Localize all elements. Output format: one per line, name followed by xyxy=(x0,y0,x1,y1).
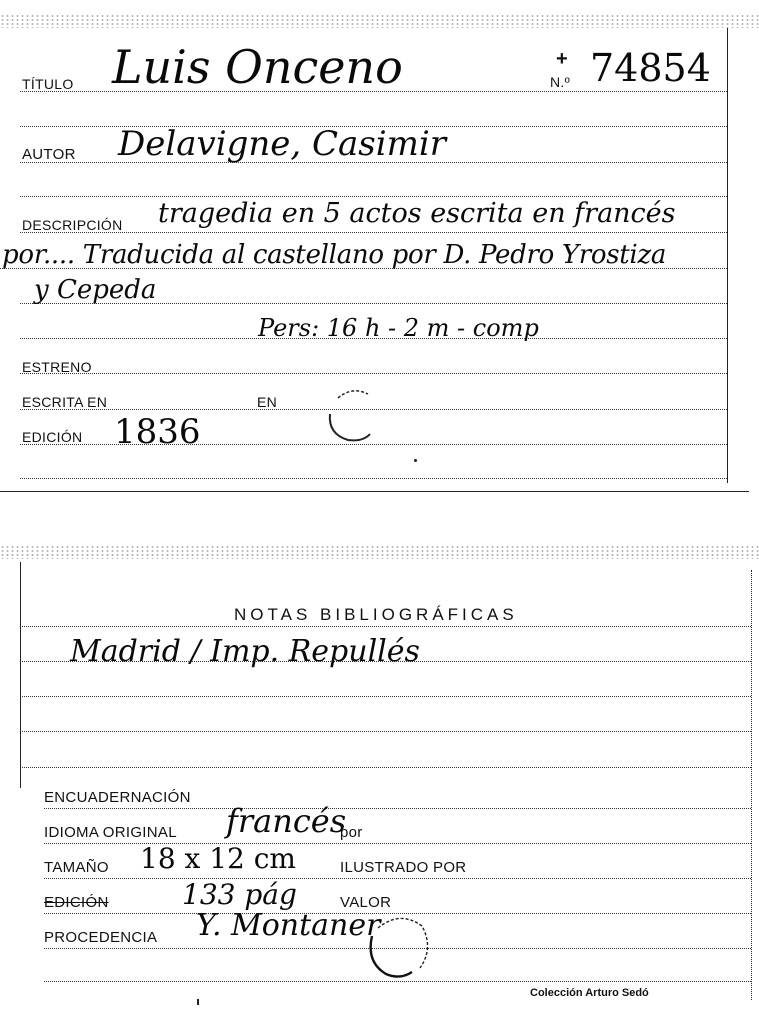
collection-footer: Colección Arturo Sedó xyxy=(530,987,649,999)
descripcion-line-3: y Cepeda xyxy=(34,275,157,305)
ilustrado-label: ILUSTRADO POR xyxy=(340,859,467,876)
escrita-en-label: ESCRITA EN xyxy=(22,394,108,410)
card-top-edge xyxy=(0,545,759,559)
rule xyxy=(22,731,751,732)
personajes-note: Pers: 16 h - 2 m - comp xyxy=(258,314,539,342)
procedencia-value: Y. Montaner xyxy=(196,908,381,943)
ink-stamp-mark xyxy=(364,912,436,982)
rule xyxy=(44,808,751,809)
rule xyxy=(22,696,751,697)
rule xyxy=(20,478,727,479)
edicion-value: 1836 xyxy=(114,412,201,452)
encuadernacion-label: ENCUADERNACIÓN xyxy=(44,789,191,806)
card-right-border xyxy=(751,570,752,1000)
number-value: 74854 xyxy=(590,46,711,90)
rule xyxy=(22,767,751,768)
edicion-value: 133 pág xyxy=(182,878,297,911)
ink-stamp-mark xyxy=(318,384,388,446)
tamano-label: TAMAÑO xyxy=(44,859,109,876)
ink-dot xyxy=(414,459,417,462)
rule xyxy=(20,232,727,233)
autor-value: Delavigne, Casimir xyxy=(118,124,446,164)
rule xyxy=(20,196,727,197)
valor-label: VALOR xyxy=(340,894,392,911)
card-top-edge xyxy=(0,14,759,28)
titulo-value: Luis Onceno xyxy=(112,40,403,94)
number-label: N.º xyxy=(550,74,571,90)
rule xyxy=(20,373,727,374)
titulo-label: TÍTULO xyxy=(22,76,74,92)
descripcion-label: DESCRIPCIÓN xyxy=(22,217,123,233)
catalog-card-bottom xyxy=(0,540,759,1010)
tamano-value: 18 x 12 cm xyxy=(140,842,296,875)
descripcion-line-1: tragedia en 5 actos escrita en francés xyxy=(158,198,676,229)
idioma-value: francés xyxy=(226,802,347,840)
descripcion-line-2: por.... Traducida al castellano por D. Pedro Yrostiza xyxy=(2,240,667,270)
card-left-border xyxy=(20,562,21,788)
notas-title: NOTAS BIBLIOGRÁFICAS xyxy=(234,605,518,624)
rule xyxy=(44,878,751,879)
ink-mark xyxy=(197,999,199,1005)
card-bottom-border xyxy=(0,491,749,492)
edicion-label: EDICIÓN xyxy=(44,894,109,911)
rule xyxy=(22,626,751,627)
estreno-label: ESTRENO xyxy=(22,359,92,375)
notas-value: Madrid / Imp. Repullés xyxy=(70,634,420,669)
procedencia-label: PROCEDENCIA xyxy=(44,929,158,946)
card-right-border xyxy=(727,28,728,483)
number-mark: + xyxy=(556,48,568,70)
en-label: EN xyxy=(257,394,278,410)
idioma-label: IDIOMA ORIGINAL xyxy=(44,824,177,841)
autor-label: AUTOR xyxy=(22,146,76,163)
por-label: por xyxy=(340,824,363,841)
catalog-card-top xyxy=(0,0,759,495)
edicion-label: EDICIÓN xyxy=(22,429,83,445)
